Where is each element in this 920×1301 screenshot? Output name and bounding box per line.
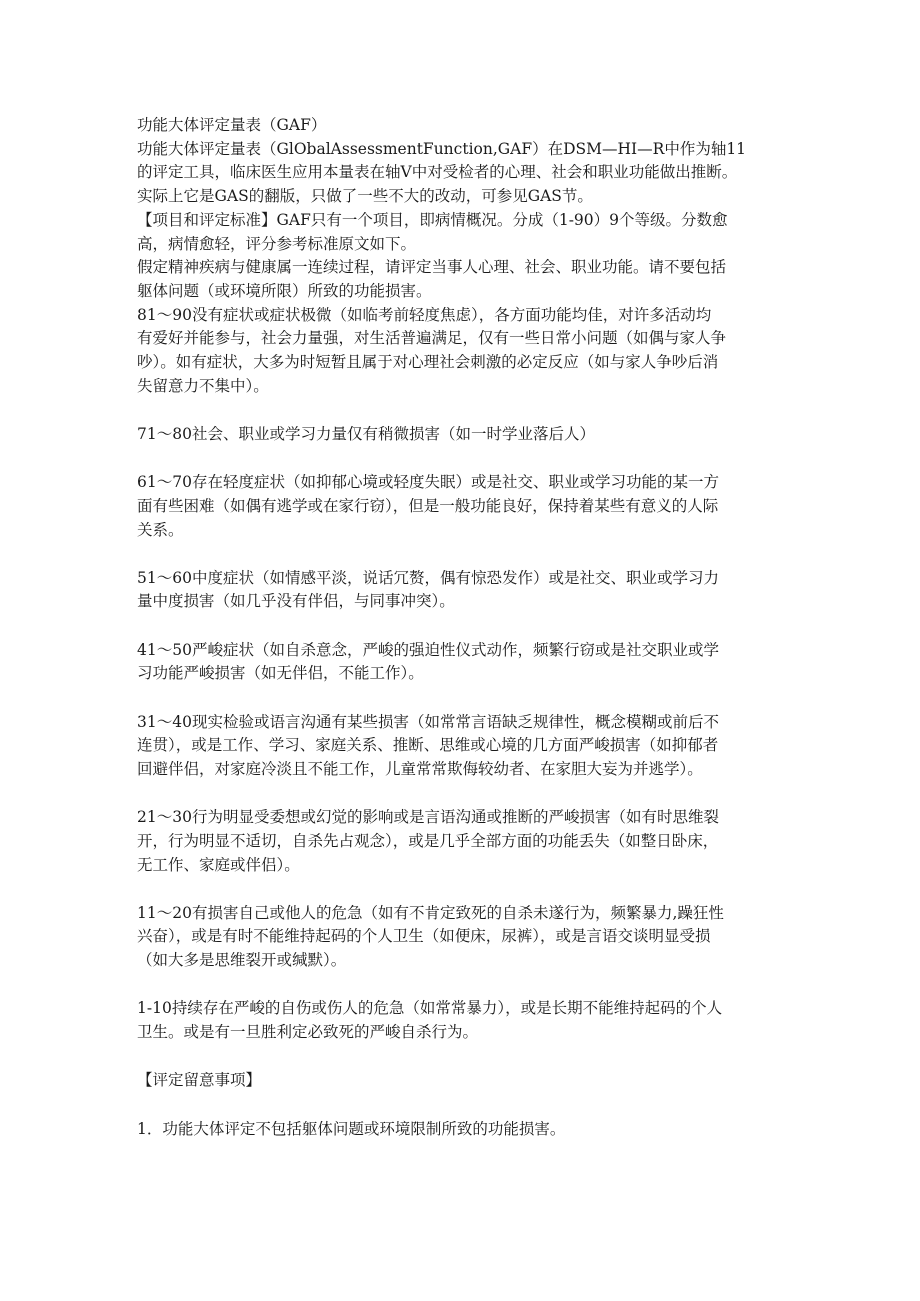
text-line: 81～90没有症状或症状极微（如临考前轻度焦虑），各方面功能均佳，对许多活动均 bbox=[137, 305, 712, 324]
text-line: 有爱好并能参与，社会力量强，对生活普遍满足，仅有一些日常小问题（如偶与家人争 bbox=[137, 329, 727, 348]
intro-section bbox=[137, 138, 797, 399]
text-line: 51～60中度症状（如情感平淡，说话冗赘，偶有惊恐发作）或是社交、职业或学习力 bbox=[137, 568, 719, 587]
text-line: 的评定工具，临床医生应用本量表在轴V中对受检者的心理、社会和职业功能做出推断。 bbox=[137, 163, 738, 182]
level-21-30 bbox=[137, 806, 797, 877]
text-line: 1-10持续存在严峻的自伤或伤人的危急（如常常暴力），或是长期不能维持起码的个人 bbox=[137, 999, 723, 1018]
text-line: 实际上它是GAS的翻版，只做了一些不大的改动，可参见GAS节。 bbox=[137, 187, 593, 206]
text-line: 41～50严峻症状（如自杀意念，严峻的强迫性仪式动作，频繁行窃或是社交职业或学 bbox=[137, 640, 719, 659]
text-line: 高，病情愈轻，评分参考标准原文如下。 bbox=[137, 234, 417, 253]
text-line: 【项目和评定标准】GAF只有一个项目，即病情概况。分成（1-90）9个等级。分数愈 bbox=[137, 210, 728, 229]
text-line: 71～80社会、职业或学习力量仅有稍微损害（如一时学业落后人） bbox=[137, 424, 595, 443]
notes-heading: 【评定留意事项】 bbox=[137, 1071, 262, 1090]
level-41-50 bbox=[137, 639, 797, 686]
text-line: 失留意力不集中）。 bbox=[137, 376, 269, 395]
text-line: 关系。 bbox=[137, 520, 184, 539]
level-61-70 bbox=[137, 471, 797, 542]
level-31-40 bbox=[137, 711, 797, 782]
text-line: 躯体问题（或环境所限）所致的功能损害。 bbox=[137, 281, 432, 300]
text-line: 功能大体评定量表（GlObalAssessmentFunction,GAF）在DSM—HI—R中作为轴11 bbox=[137, 139, 747, 158]
text-line: 回避伴侣，对家庭冷淡且不能工作，儿童常常欺侮较幼者、在家胆大妄为并逃学）。 bbox=[137, 759, 703, 778]
level-71-80 bbox=[137, 423, 797, 447]
text-line: 卫生。或是有一旦胜利定必致死的严峻自杀行为。 bbox=[137, 1023, 479, 1042]
text-line: 兴奋），或是有时不能维持起码的个人卫生（如便床，尿裤），或是言语交谈明显受损 bbox=[137, 927, 711, 946]
note-item: 1．功能大体评定不包括躯体问题或环境限制所致的功能损害。 bbox=[137, 1119, 566, 1138]
text-line: 假定精神疾病与健康属一连续过程，请评定当事人心理、社会、职业功能。请不要包括 bbox=[137, 258, 727, 277]
text-line: 量中度损害（如几乎没有伴侣，与同事冲突）。 bbox=[137, 592, 455, 611]
text-line: 61～70存在轻度症状（如抑郁心境或轻度失眠）或是社交、职业或学习功能的某一方 bbox=[137, 473, 719, 492]
text-line: （如大多是思维裂开或缄默）。 bbox=[137, 951, 347, 970]
level-11-20 bbox=[137, 902, 797, 973]
document-title: 功能大体评定量表（GAF） bbox=[137, 116, 327, 134]
level-51-60 bbox=[137, 567, 797, 614]
text-line: 21～30行为明显受委想或幻觉的影响或是言语沟通或推断的严峻损害（如有时思维裂 bbox=[137, 808, 719, 827]
text-line: 面有些困难（如偶有逃学或在家行窃），但是一般功能良好，保持着某些有意义的人际 bbox=[137, 496, 719, 515]
text-line: 11～20有损害自己或他人的危急（如有不肯定致死的自杀未遂行为，频繁暴力,躁狂性 bbox=[137, 903, 724, 922]
text-line: 31～40现实检验或语言沟通有某些损害（如常常言语缺乏规律性，概念模糊或前后不 bbox=[137, 712, 719, 731]
text-line: 无工作、家庭或伴侣）。 bbox=[137, 855, 300, 874]
document-body bbox=[137, 114, 797, 1141]
text-line: 吵）。如有症状，大多为时短暂且属于对心理社会刺激的必定反应（如与家人争吵后消 bbox=[137, 353, 719, 372]
text-line: 习功能严峻损害（如无伴侣，不能工作）。 bbox=[137, 664, 424, 683]
text-line: 开，行为明显不适切，自杀先占观念），或是几乎全部方面的功能丢失（如整日卧床， bbox=[137, 831, 719, 850]
level-1-10 bbox=[137, 997, 797, 1044]
text-line: 连贯），或是工作、学习、家庭关系、推断、思维或心境的几方面严峻损害（如抑郁者 bbox=[137, 736, 719, 755]
